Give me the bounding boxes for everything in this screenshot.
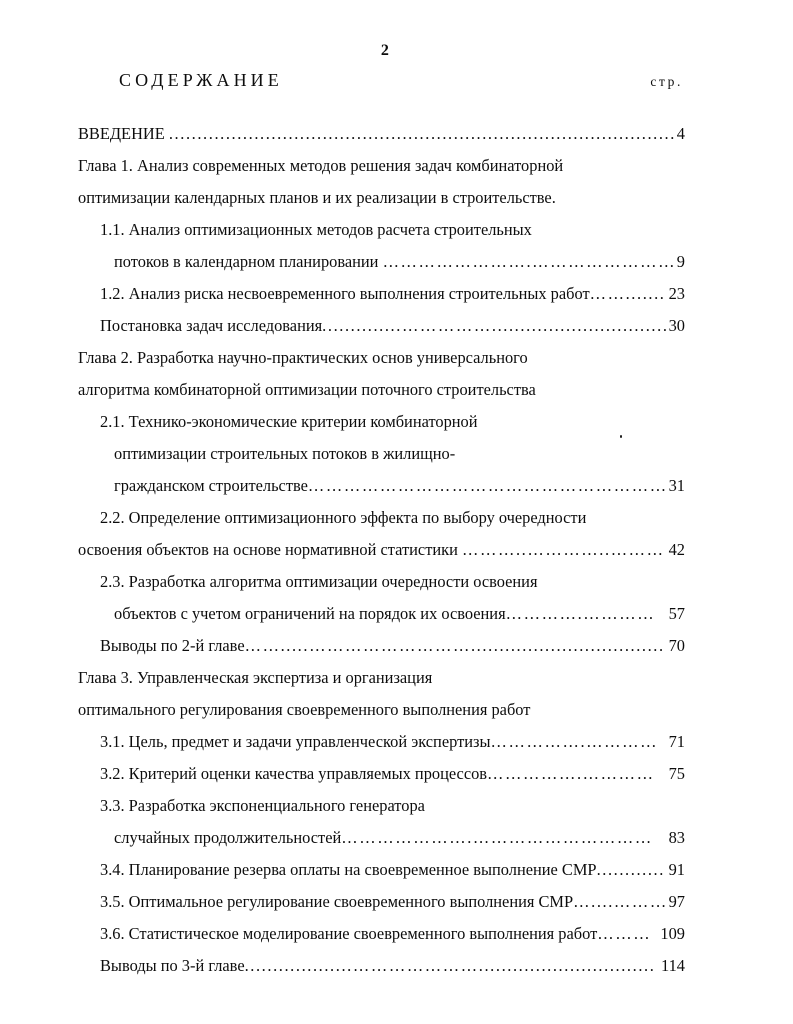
toc-entry[interactable]: [78, 214, 685, 246]
toc-entry-title: 2.2. Определение оптимизационного эффекта по выбору очередности: [100, 508, 587, 527]
toc-entry-title: 3.3. Разработка экспоненциального генератора: [100, 796, 425, 815]
toc-entry-row: [100, 758, 685, 790]
toc-dot-leader: …………….…………: [487, 764, 655, 783]
toc-entry[interactable]: [78, 310, 685, 342]
toc-entry-page-number: 57: [668, 604, 685, 623]
toc-entry[interactable]: [78, 854, 685, 886]
toc-entry-row: [100, 726, 685, 758]
toc-entry-title: случайных продолжительностей: [114, 828, 342, 847]
toc-dot-leader: .........................................................................................: [168, 124, 676, 143]
toc-entry[interactable]: [78, 374, 685, 406]
toc-entry-page-number: 70: [668, 636, 685, 655]
toc-entry-row: [100, 406, 685, 438]
toc-entry[interactable]: [78, 950, 685, 982]
toc-dot-leader: ..............……………...............................: [322, 316, 669, 335]
toc-entry-page-number: 9: [676, 252, 685, 271]
toc-entry-title: Глава 2. Разработка научно-практических основ универсального: [78, 348, 528, 367]
toc-entry-row: [78, 662, 685, 694]
toc-entry-title: оптимизации строительных потоков в жилищно-: [114, 444, 456, 463]
page-title: СОДЕРЖАНИЕ: [119, 70, 283, 90]
toc-entry-page-number: 30: [668, 316, 685, 335]
toc-dot-leader: …………………….……………………: [382, 252, 677, 271]
toc-entry[interactable]: [78, 822, 685, 854]
toc-entry-title: ВВЕДЕНИЕ: [78, 124, 169, 143]
toc-entry-title: оптимизации календарных планов и их реализации в строительстве.: [78, 188, 556, 207]
toc-entry[interactable]: [78, 438, 685, 470]
toc-dot-leader: ……………………………………………………: [307, 476, 668, 495]
toc-entry[interactable]: [78, 470, 685, 502]
toc-entry-row: [100, 310, 685, 342]
toc-dot-leader: …….....………………………..................................: [244, 636, 665, 655]
toc-entry[interactable]: [78, 630, 685, 662]
toc-entry[interactable]: [78, 278, 685, 310]
toc-entry-row: [100, 566, 685, 598]
toc-entry[interactable]: [78, 502, 685, 534]
toc-entry[interactable]: [78, 918, 685, 950]
toc-entry-page-number: 91: [668, 860, 685, 879]
toc-entry-row: [78, 150, 685, 182]
toc-entry-row: [100, 790, 685, 822]
toc-entry-row: [78, 374, 685, 406]
toc-entry-title: Глава 3. Управленческая экспертиза и организация: [78, 668, 433, 687]
toc-entry-title: 3.5. Оптимальное регулирование своевременного выполнения СМР: [100, 892, 574, 911]
toc-entry-title: Постановка задач исследования: [100, 316, 323, 335]
toc-entry-row: [78, 182, 685, 214]
toc-entry-page-number: 31: [668, 476, 685, 495]
toc-entry-row: [78, 694, 685, 726]
toc-entry-page-number: 75: [668, 764, 685, 783]
toc-dot-leader: ………….…………: [505, 604, 656, 623]
toc-dot-leader: ………………….…………………………: [341, 828, 653, 847]
toc-entry[interactable]: [78, 342, 685, 374]
pages-column-label: стр.: [650, 74, 683, 89]
toc-entry-page-number: 83: [668, 828, 685, 847]
toc-entry[interactable]: [78, 246, 685, 278]
toc-entry-title: 1.1. Анализ оптимизационных методов расчета строительных: [100, 220, 532, 239]
toc-entry-title: гражданском строительстве: [114, 476, 308, 495]
toc-entry-row: [100, 950, 685, 982]
toc-entry-row: [100, 502, 685, 534]
toc-entry-row: [100, 278, 685, 310]
toc-dot-leader: ...................…………………...............................: [244, 956, 656, 975]
toc-entry-row: [114, 822, 685, 854]
toc-dot-leader: ………..…………..………: [461, 540, 665, 559]
toc-entry-page-number: 109: [660, 924, 685, 943]
toc-entry[interactable]: [78, 182, 685, 214]
toc-entry-title: освоения объектов на основе нормативной статистики: [78, 540, 462, 559]
toc-entry-title: Выводы по 3-й главе: [100, 956, 245, 975]
page-folio-number: 2: [380, 42, 390, 59]
toc-entry[interactable]: [78, 598, 685, 630]
toc-entry-page-number: 97: [668, 892, 685, 911]
toc-entry[interactable]: [78, 534, 685, 566]
toc-entry[interactable]: [78, 886, 685, 918]
toc-entry-row: [100, 214, 685, 246]
toc-entry-title: 3.1. Цель, предмет и задачи управленческой экспертизы: [100, 732, 491, 751]
toc-entry[interactable]: [78, 790, 685, 822]
toc-entry-row: [100, 630, 685, 662]
toc-entry-page-number: 23: [668, 284, 685, 303]
toc-dot-leader: …….......: [589, 284, 666, 303]
toc-heading-row: [119, 70, 684, 94]
toc-entry-title: оптимального регулирования своевременного выполнения работ: [78, 700, 531, 719]
table-of-contents: [78, 118, 685, 982]
toc-entry[interactable]: [78, 694, 685, 726]
toc-entry-row: [100, 886, 685, 918]
toc-dot-leader: …………….…………: [490, 732, 659, 751]
toc-dot-leader: ………: [597, 924, 652, 943]
toc-entry[interactable]: [78, 566, 685, 598]
toc-entry-row: [114, 246, 685, 278]
toc-entry-page-number: 42: [668, 540, 685, 559]
toc-entry-title: Глава 1. Анализ современных методов решения задач комбинаторной: [78, 156, 564, 175]
toc-entry-row: [114, 470, 685, 502]
toc-dot-leader: ............: [596, 860, 665, 879]
toc-entry-title: Выводы по 2-й главе: [100, 636, 245, 655]
toc-entry-page-number: 114: [661, 956, 685, 975]
toc-entry[interactable]: [78, 662, 685, 694]
toc-entry[interactable]: [78, 758, 685, 790]
toc-entry-row: [78, 342, 685, 374]
toc-entry-title: 3.6. Статистическое моделирование своевременного выполнения работ: [100, 924, 598, 943]
toc-entry[interactable]: [78, 118, 685, 150]
toc-entry-row: [100, 854, 685, 886]
toc-entry-title: 3.2. Критерий оценки качества управляемых процессов: [100, 764, 488, 783]
toc-entry-page-number: 4: [676, 124, 685, 143]
toc-entry[interactable]: [78, 406, 685, 438]
toc-entry-title: 2.1. Технико-экономические критерии комбинаторной: [100, 412, 478, 431]
toc-entry-page-number: 71: [668, 732, 685, 751]
toc-entry-row: [114, 438, 685, 470]
toc-entry[interactable]: [78, 726, 685, 758]
toc-entry-title: 1.2. Анализ риска несвоевременного выполнения строительных работ: [100, 284, 590, 303]
toc-entry-title: 2.3. Разработка алгоритма оптимизации очередности освоения: [100, 572, 538, 591]
toc-entry-title: 3.4. Планирование резерва оплаты на своевременное выполнение СМР: [100, 860, 597, 879]
toc-entry-title: объектов с учетом ограничений на порядок их освоения: [114, 604, 506, 623]
toc-dot-leader: …....………: [573, 892, 668, 911]
toc-entry-row: [114, 598, 685, 630]
toc-entry-row: [78, 534, 685, 566]
toc-entry-title: потоков в календарном планировании: [114, 252, 383, 271]
toc-entry-title: алгоритма комбинаторной оптимизации поточного строительства: [78, 380, 536, 399]
toc-entry-row: [100, 918, 685, 950]
toc-entry[interactable]: [78, 150, 685, 182]
toc-entry-row: [78, 118, 685, 150]
